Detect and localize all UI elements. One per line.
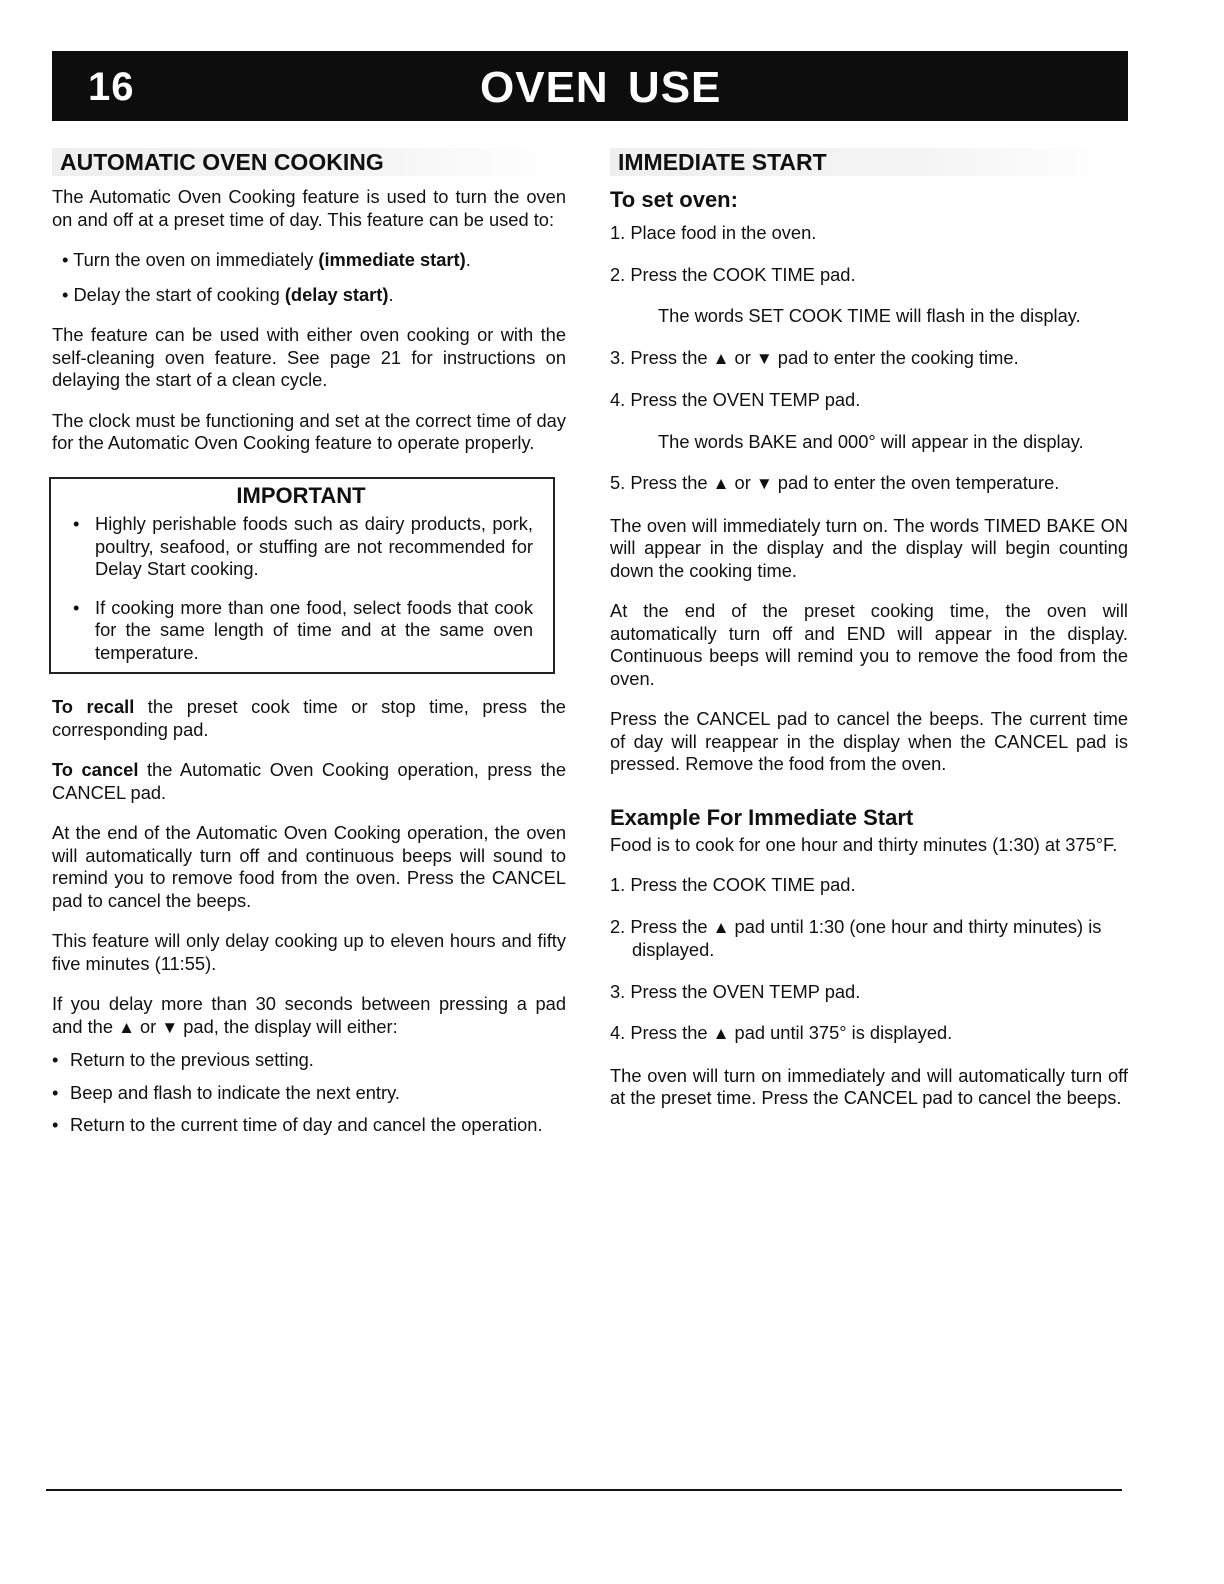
cancel-beeps-paragraph: Press the CANCEL pad to cancel the beeps. The current time of day will reappear in the display when the CANCEL pad is pressed. Remove the food from the oven. (610, 708, 1128, 774)
important-notice-box (49, 477, 555, 675)
footer-rule (46, 1489, 1122, 1491)
example-heading: Example For Immediate Start (610, 804, 914, 830)
section-heading-immediate-start: IMMEDIATE START (610, 148, 1118, 176)
clock-paragraph: The clock must be functioning and set at the correct time of day for the Automatic Oven Cooking feature to operate properly. (52, 409, 566, 453)
delay-limit-paragraph: This feature will only delay cooking up to eleven hours and fifty five minutes (11:55). (52, 930, 566, 974)
uses-list (52, 249, 566, 306)
feature-paragraph: The feature can be used with either oven cooking or with the self-cleaning oven feature. See page 21 for instructions on delaying the start of a clean cycle. (52, 324, 566, 390)
step-item: 4. Press the ▲ pad until 375° is displayed. (610, 1022, 953, 1043)
list-item: • Turn the oven on immediately (immediate start). (62, 249, 471, 270)
page-header-bar (52, 51, 1128, 121)
either-list (52, 1049, 566, 1137)
end-paragraph: At the end of the preset cooking time, the oven will automatically turn off and END will appear in the display. Continuous beeps will remind you to remove the food from the oven. (610, 600, 1128, 689)
list-item: • Delay the start of cooking (delay start). (62, 283, 394, 305)
delay-paragraph: If you delay more than 30 seconds between pressing a pad and the ▲ or ▼ pad, the display will either: (52, 993, 566, 1037)
oven-on-paragraph: The oven will immediately turn on. The words TIMED BAKE ON will appear in the display and the display will begin counting down the cooking time. (610, 514, 1128, 581)
step-item: 2. Press the COOK TIME pad. (610, 263, 856, 285)
step-item: 5. Press the ▲ or ▼ pad to enter the oven temperature. (610, 472, 1060, 493)
recall-paragraph: To recall the preset cook time or stop time, press the corresponding pad. (52, 696, 566, 740)
up-arrow-icon: ▲ (712, 917, 730, 937)
right-column (610, 148, 1128, 1128)
page-title: OVEN USE (480, 63, 722, 112)
important-title: IMPORTANT (236, 482, 366, 508)
end-paragraph: At the end of the Automatic Oven Cooking operation, the oven will automatically turn off and continuous beeps will sound to remind you to remove food from the oven. Press the CANCEL pad to cancel the beeps. (52, 822, 566, 911)
cancel-paragraph: To cancel the Automatic Oven Cooking operation, press the CANCEL pad. (52, 759, 566, 803)
list-item: • Return to the previous setting. (52, 1049, 566, 1072)
list-item: • Return to the current time of day and cancel the operation. (52, 1114, 566, 1137)
important-item: • If cooking more than one food, select foods that cook for the same length of time and at the same oven temperature. (69, 597, 533, 665)
step-item: 4. Press the OVEN TEMP pad. (610, 389, 861, 410)
step-item: 3. Press the OVEN TEMP pad. (610, 980, 861, 1002)
step-note: The words BAKE and 000° will appear in the display. (658, 430, 1084, 452)
step-item: 1. Place food in the oven. (610, 222, 817, 243)
intro-paragraph: The Automatic Oven Cooking feature is used to turn the oven on and off at a preset time of day. This feature can be used to: (52, 186, 566, 230)
up-arrow-icon: ▲ (712, 1024, 730, 1043)
page-number: 16 (88, 65, 135, 109)
final-paragraph: The oven will turn on immediately and will automatically turn off at the preset time. Press the CANCEL pad to cancel the beeps. (610, 1064, 1128, 1108)
step-item: 2. Press the ▲ pad until 1:30 (one hour and thirty minutes) is displayed. (610, 915, 1102, 960)
example-intro: Food is to cook for one hour and thirty minutes (1:30) at 375°F. (610, 833, 1118, 855)
step-note: The words SET COOK TIME will flash in the display. (658, 305, 1081, 326)
step-item: 3. Press the ▲ or ▼ pad to enter the cooking time. (610, 346, 1019, 368)
up-arrow-icon: ▲ (118, 1017, 135, 1037)
left-column (52, 148, 566, 1155)
important-item: • Highly perishable foods such as dairy products, pork, poultry, seafood, or stuffing are not recommended for Delay Start cooking. (69, 513, 533, 581)
subheading-to-set-oven: To set oven: (610, 187, 738, 212)
up-arrow-icon: ▲ (712, 474, 730, 493)
up-arrow-icon: ▲ (712, 348, 730, 368)
down-arrow-icon: ▼ (755, 348, 773, 368)
list-item: • Beep and flash to indicate the next entry. (52, 1082, 566, 1105)
down-arrow-icon: ▼ (161, 1017, 179, 1037)
step-item: 1. Press the COOK TIME pad. (610, 874, 856, 895)
down-arrow-icon: ▼ (755, 474, 773, 493)
set-oven-steps (610, 222, 1128, 496)
section-heading-automatic-oven-cooking: AUTOMATIC OVEN COOKING (52, 148, 560, 176)
example-steps (610, 874, 1128, 1046)
